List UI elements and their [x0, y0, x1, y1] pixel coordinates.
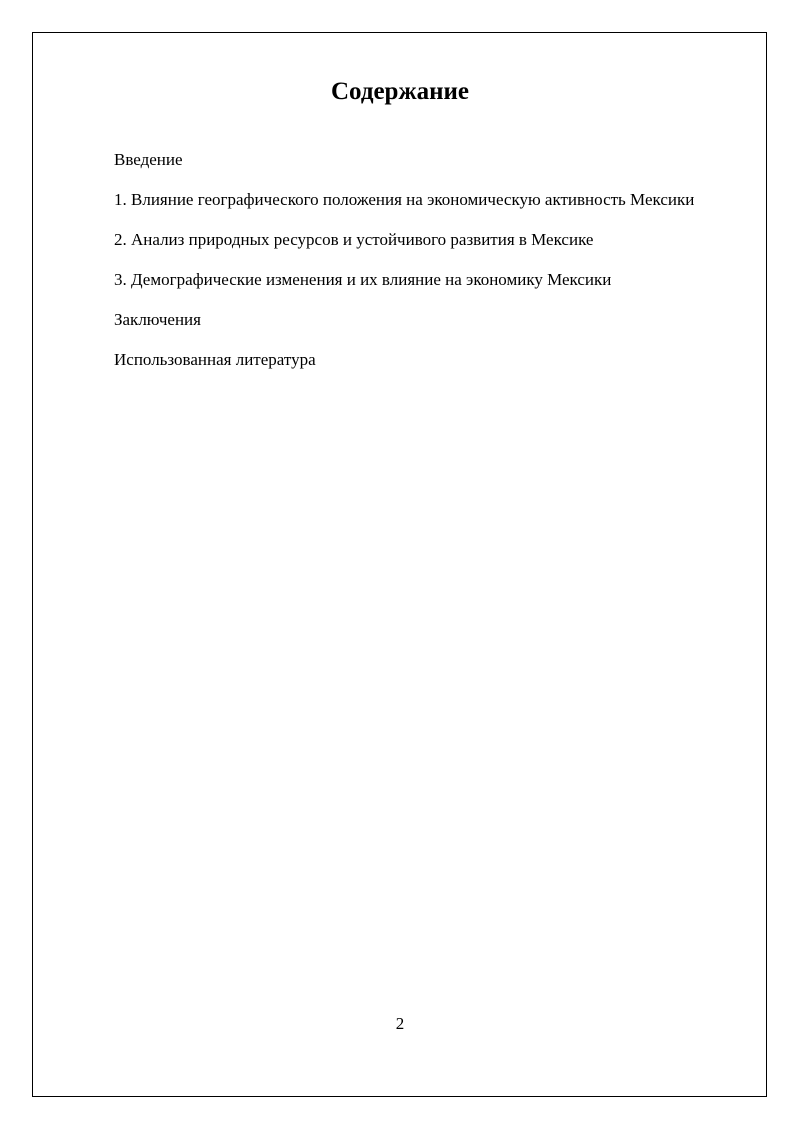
toc-item-chapter-1: 1. Влияние географического положения на экономическую активность Мексики	[114, 190, 695, 209]
page-number: 2	[395, 1014, 405, 1033]
toc-item-conclusions: Заключения	[114, 310, 201, 329]
toc-item-chapter-2: 2. Анализ природных ресурсов и устойчивого развития в Мексике	[114, 230, 594, 249]
toc-item-introduction: Введение	[114, 150, 183, 169]
table-of-contents	[114, 144, 742, 384]
page-title: Содержание	[330, 78, 469, 105]
toc-item-chapter-3: 3. Демографические изменения и их влияние на экономику Мексики	[114, 270, 612, 289]
toc-item-references: Использованная литература	[114, 350, 316, 369]
